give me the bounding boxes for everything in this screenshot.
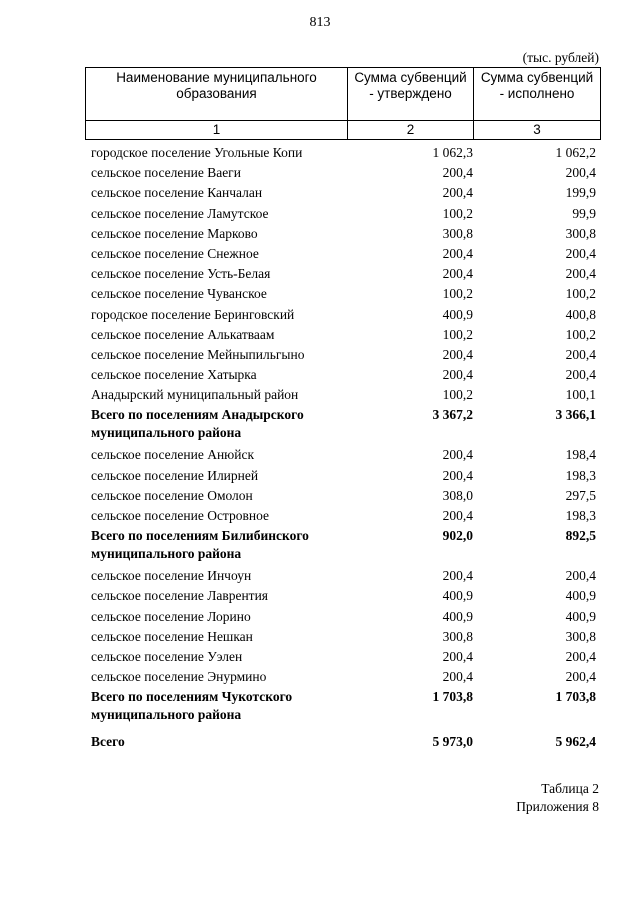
- row-approved: 200,4: [442, 165, 473, 181]
- row-approved: 100,2: [442, 205, 473, 221]
- footer-table-label: Таблица 2: [541, 781, 599, 796]
- table-row: [85, 325, 600, 345]
- row-executed: 100,2: [565, 286, 596, 302]
- row-approved: 1 703,8: [432, 689, 473, 705]
- row-approved: 5 973,0: [432, 734, 473, 750]
- row-executed: 200,4: [565, 266, 596, 282]
- row-executed: 198,4: [565, 447, 596, 463]
- row-name: сельское поселение Ваеги: [91, 165, 241, 181]
- row-name: сельское поселение Илирней: [91, 467, 259, 483]
- table-row: [85, 244, 600, 264]
- row-executed: 1 062,2: [555, 145, 596, 160]
- row-name: сельское поселение Мейныпильгыно: [91, 346, 305, 362]
- row-executed: 892,5: [565, 528, 596, 544]
- row-name: сельское поселение Инчоун: [91, 568, 252, 584]
- table-row: [85, 506, 600, 526]
- row-name: сельское поселение Усть-Белая: [91, 266, 271, 282]
- row-name: сельское поселение Нешкан: [91, 628, 253, 644]
- header-num-1: 1: [86, 121, 348, 140]
- table-header: [85, 67, 601, 140]
- table-body: [85, 143, 600, 755]
- row-executed: 198,3: [565, 508, 596, 523]
- grand-total-row: [85, 729, 600, 755]
- table-row: [85, 305, 600, 325]
- row-executed: 200,4: [565, 367, 596, 383]
- row-approved: 400,9: [442, 588, 473, 604]
- row-approved: 200,4: [442, 245, 473, 261]
- table-row: [85, 607, 600, 627]
- row-executed: 198,3: [565, 467, 596, 483]
- row-executed: 100,1: [565, 387, 596, 403]
- table-row: [85, 224, 600, 244]
- table-row: [85, 264, 600, 284]
- row-name: сельское поселение Островное: [91, 508, 270, 523]
- row-approved: 902,0: [442, 528, 473, 544]
- table-row: [85, 163, 600, 183]
- header-col-approved: Сумма субвенций - утверждено: [348, 68, 474, 121]
- table-row: [85, 486, 600, 506]
- row-name: сельское поселение Чуванское: [91, 286, 267, 302]
- row-approved: 200,4: [442, 648, 473, 664]
- row-name: сельское поселение Марково: [91, 225, 258, 241]
- row-name: сельское поселение Лорино: [91, 608, 251, 624]
- row-name: сельское поселение Снежное: [91, 245, 259, 261]
- row-executed: 200,4: [565, 648, 596, 664]
- subtotal-row: [85, 687, 600, 727]
- row-approved: 200,4: [442, 346, 473, 362]
- table-row: [85, 365, 600, 385]
- row-executed: 200,4: [565, 245, 596, 261]
- table-row: [85, 385, 600, 405]
- table-row: [85, 183, 600, 203]
- row-executed: 300,8: [565, 225, 596, 241]
- row-executed: 400,9: [565, 608, 596, 624]
- header-num-2: 2: [348, 121, 474, 140]
- row-approved: 200,4: [442, 447, 473, 463]
- page-number: 813: [309, 15, 331, 30]
- row-name: Всего: [91, 734, 125, 750]
- row-executed: 200,4: [565, 165, 596, 181]
- row-name: сельское поселение Лаврентия: [91, 588, 269, 604]
- row-name: Анадырский муниципальный район: [91, 387, 299, 403]
- row-name: сельское поселение Омолон: [91, 487, 253, 503]
- row-approved: 200,4: [442, 185, 473, 201]
- table-row: [85, 667, 600, 687]
- row-approved: 300,8: [442, 628, 473, 644]
- table-row: [85, 466, 600, 486]
- row-executed: 99,9: [572, 205, 596, 221]
- row-approved: 200,4: [442, 467, 473, 483]
- row-approved: 300,8: [442, 225, 473, 241]
- row-approved: 308,0: [442, 487, 473, 503]
- row-name: сельское поселение Ламутское: [91, 205, 269, 221]
- row-executed: 200,4: [565, 669, 596, 685]
- subtotal-row: [85, 526, 600, 566]
- row-executed: 297,5: [565, 487, 596, 503]
- row-approved: 400,9: [442, 608, 473, 624]
- row-name: городское поселение Беринговский: [91, 306, 295, 322]
- table-row: [85, 586, 600, 606]
- row-name: сельское поселение Канчалан: [91, 185, 263, 201]
- row-executed: 300,8: [565, 628, 596, 644]
- subtotal-row: [85, 405, 600, 445]
- row-approved: 3 367,2: [432, 407, 473, 423]
- row-name: Всего по поселениям Анадырского муниципального района: [91, 407, 304, 441]
- row-executed: 199,9: [565, 185, 596, 201]
- row-name: сельское поселение Анюйск: [91, 447, 255, 463]
- row-executed: 200,4: [565, 346, 596, 362]
- header-num-3: 3: [474, 121, 601, 140]
- row-approved: 100,2: [442, 326, 473, 342]
- table-row: [85, 627, 600, 647]
- row-name: сельское поселение Хатырка: [91, 367, 257, 383]
- table-row: [85, 566, 600, 586]
- table-row: [85, 284, 600, 304]
- row-approved: 1 062,3: [432, 145, 473, 160]
- row-executed: 200,4: [565, 568, 596, 584]
- row-approved: 100,2: [442, 387, 473, 403]
- row-executed: 3 366,1: [555, 407, 596, 423]
- row-approved: 200,4: [442, 568, 473, 584]
- row-approved: 100,2: [442, 286, 473, 302]
- footer-caption: [516, 780, 599, 816]
- row-approved: 400,9: [442, 306, 473, 322]
- table-row: [85, 445, 600, 465]
- table-row: [85, 204, 600, 224]
- units-label: (тыс. рублей): [522, 50, 599, 65]
- table-row: [85, 647, 600, 667]
- row-executed: 400,9: [565, 588, 596, 604]
- row-name: сельское поселение Уэлен: [91, 648, 243, 664]
- row-approved: 200,4: [442, 669, 473, 685]
- footer-appendix-label: Приложения 8: [516, 799, 599, 814]
- row-name: городское поселение Угольные Копи: [91, 145, 303, 160]
- table-row: [85, 345, 600, 365]
- row-approved: 200,4: [442, 266, 473, 282]
- row-executed: 5 962,4: [555, 734, 596, 750]
- row-name: Всего по поселениям Билибинского муниципального района: [91, 528, 309, 562]
- row-approved: 200,4: [442, 508, 473, 523]
- header-col-name: Наименование муниципального образования: [86, 68, 348, 121]
- row-executed: 100,2: [565, 326, 596, 342]
- row-name: сельское поселение Алькатваам: [91, 326, 275, 342]
- row-executed: 400,8: [565, 306, 596, 322]
- row-executed: 1 703,8: [555, 689, 596, 705]
- row-name: Всего по поселениям Чукотского муниципального района: [91, 689, 293, 723]
- row-name: сельское поселение Энурмино: [91, 669, 267, 685]
- table-row: [85, 143, 600, 163]
- header-col-executed: Сумма субвенций - исполнено: [474, 68, 601, 121]
- row-approved: 200,4: [442, 367, 473, 383]
